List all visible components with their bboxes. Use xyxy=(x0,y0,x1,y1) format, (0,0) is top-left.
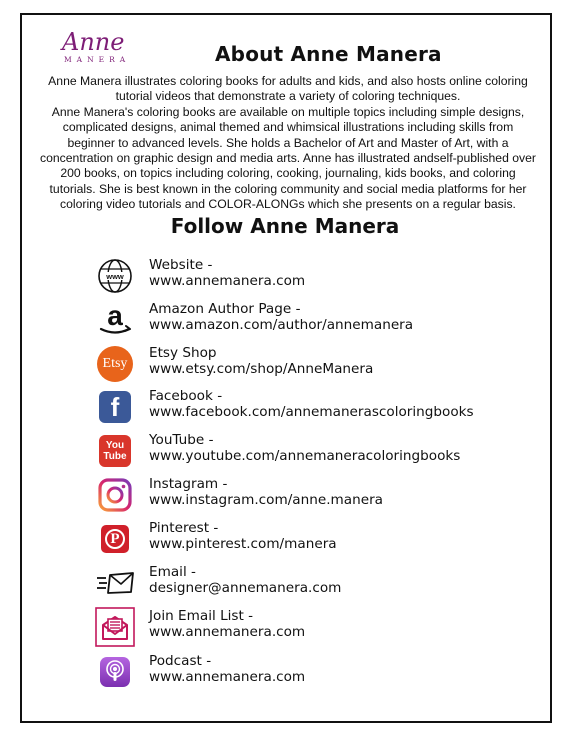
link-instagram[interactable] xyxy=(95,475,535,515)
pinterest-letter: P xyxy=(105,529,125,549)
page-title: About Anne Manera xyxy=(215,42,442,66)
link-text xyxy=(149,432,460,464)
link-label: Etsy Shop xyxy=(149,345,217,361)
bio-line: tutorials. She is best known in the coloring community and social media platforms for her xyxy=(49,181,527,196)
bio-line: 200 books, on topics including coloring, cooking, journaling, kids books, and coloring xyxy=(60,166,516,181)
link-label: Pinterest - xyxy=(149,520,219,536)
link-url[interactable]: www.annemanera.com xyxy=(149,624,306,640)
link-etsy[interactable] xyxy=(95,344,535,384)
link-text xyxy=(149,564,341,596)
amazon-letter: a xyxy=(107,302,123,331)
amazon-icon xyxy=(95,302,135,338)
globe-badge: www xyxy=(106,272,124,281)
logo-subtitle: MANERA xyxy=(64,55,131,64)
bio-line: complicated designs, animal themed and whimsical illustrations including skills from xyxy=(62,120,514,135)
link-url[interactable]: www.facebook.com/annemanerascoloringbooks xyxy=(149,404,474,420)
link-url[interactable]: designer@annemanera.com xyxy=(149,580,342,596)
podcast-icon xyxy=(95,654,135,690)
link-amazon[interactable] xyxy=(95,300,535,340)
facebook-badge: f xyxy=(99,391,131,423)
link-label: Facebook - xyxy=(149,388,223,404)
link-url[interactable]: www.instagram.com/anne.manera xyxy=(149,492,384,508)
bio-paragraph xyxy=(40,74,536,213)
link-podcast[interactable] xyxy=(95,652,535,692)
link-url[interactable]: www.annemanera.com xyxy=(149,273,306,289)
globe-icon xyxy=(95,258,135,294)
link-label: Amazon Author Page - xyxy=(149,301,301,317)
link-url[interactable]: www.amazon.com/author/annemanera xyxy=(149,317,414,333)
youtube-badge xyxy=(99,435,131,467)
link-label: Join Email List - xyxy=(149,608,254,624)
link-email[interactable] xyxy=(95,563,535,603)
bio-line: tutorial videos that demonstrate a variety of coloring techniques. xyxy=(115,89,461,104)
link-label: YouTube - xyxy=(149,432,214,448)
link-text xyxy=(149,476,383,508)
link-text xyxy=(149,520,337,552)
logo-script: Anne xyxy=(62,28,125,56)
pinterest-icon xyxy=(95,521,135,557)
link-join-email-list[interactable] xyxy=(95,607,535,647)
link-facebook[interactable] xyxy=(95,387,535,427)
pinterest-badge xyxy=(101,525,129,553)
link-text xyxy=(149,608,305,640)
link-text xyxy=(149,301,413,333)
bio-line: Anne Manera illustrates coloring books for adults and kids, and also hosts online coloring xyxy=(48,74,528,88)
link-website[interactable] xyxy=(95,256,535,296)
link-label: Podcast - xyxy=(149,653,212,669)
link-pinterest[interactable] xyxy=(95,519,535,559)
newsletter-icon xyxy=(95,609,135,645)
link-text xyxy=(149,345,373,377)
instagram-icon xyxy=(95,477,135,513)
link-youtube[interactable] xyxy=(95,431,535,471)
link-url[interactable]: www.pinterest.com/manera xyxy=(149,536,337,552)
facebook-icon xyxy=(95,389,135,425)
link-text xyxy=(149,653,305,685)
link-url[interactable]: www.etsy.com/shop/AnneManera xyxy=(149,361,374,377)
bio-line: concentration on graphic design and media arts. Anne has illustrated andself-published over xyxy=(40,151,536,166)
youtube-badge-top: You xyxy=(105,440,125,451)
etsy-badge: Etsy xyxy=(97,346,133,382)
link-url[interactable]: www.youtube.com/annemaneracoloringbooks xyxy=(149,448,461,464)
link-label: Instagram - xyxy=(149,476,228,492)
link-label: Website - xyxy=(149,257,213,273)
youtube-badge-bottom: Tube xyxy=(103,451,127,462)
etsy-icon xyxy=(95,346,135,382)
bio-line: coloring video tutorials and COLOR-ALONGs which she presents on a regular basis. xyxy=(60,197,516,212)
bio-line: beginner to advanced levels. She holds a Bachelor of Art and Master of Art, with a xyxy=(67,135,509,150)
link-text xyxy=(149,257,305,289)
email-icon xyxy=(95,565,135,601)
link-url[interactable]: www.annemanera.com xyxy=(149,669,306,685)
anne-manera-logo xyxy=(62,30,152,66)
youtube-icon xyxy=(95,433,135,469)
follow-heading: Follow Anne Manera xyxy=(170,214,400,238)
link-label: Email - xyxy=(149,564,196,580)
bio-line: Anne Manera's coloring books are available on multiple topics including simple designs, xyxy=(51,104,525,119)
link-text xyxy=(149,388,474,420)
